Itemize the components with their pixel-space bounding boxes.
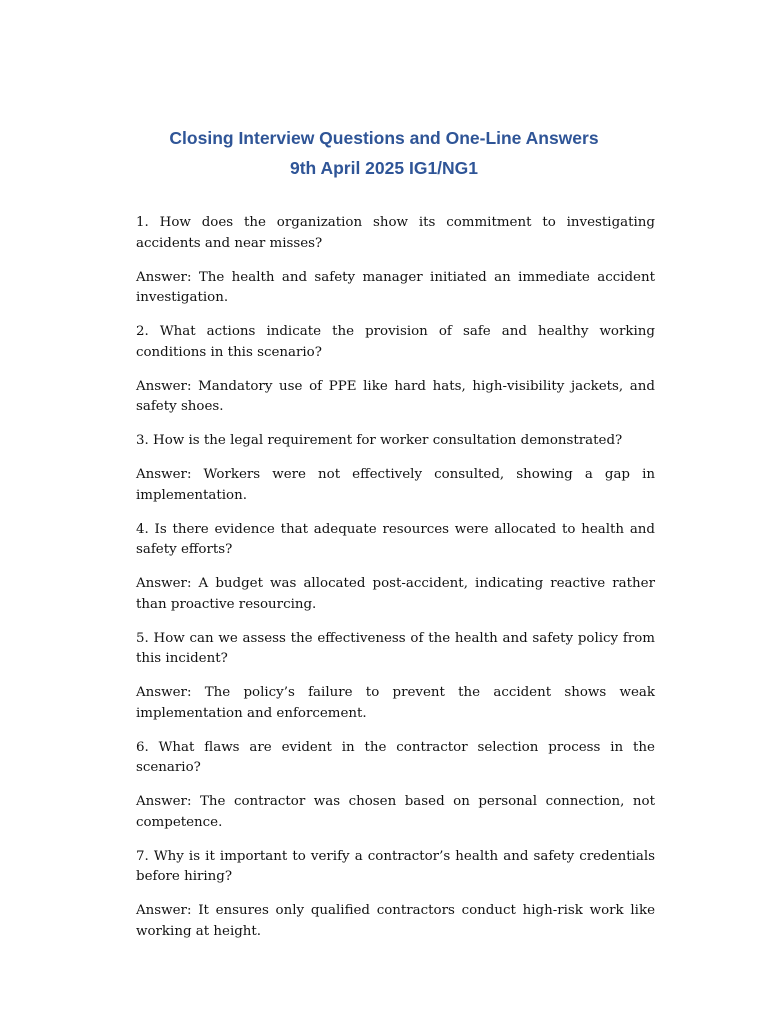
question-3: 3. How is the legal requirement for worker consultation demonstrated?: [136, 433, 623, 448]
document-body: [136, 213, 655, 956]
answer-3: Answer: Workers were not effectively consulted, showing a gap in implementation.: [136, 467, 655, 503]
question-7: 7. Why is it important to verify a contractor’s health and safety credentials before hiring?: [136, 848, 655, 884]
question-1: 1. How does the organization show its commitment to investigating accidents and near misses?: [136, 215, 655, 251]
question-4: 4. Is there evidence that adequate resources were allocated to health and safety efforts?: [136, 521, 655, 557]
question-5: 5. How can we assess the effectiveness of the health and safety policy from this incident?: [136, 630, 655, 666]
document-heading: [0, 124, 768, 183]
document-subtitle: 9th April 2025 IG1/NG1: [289, 157, 479, 178]
question-6: 6. What flaws are evident in the contractor selection process in the scenario?: [136, 739, 655, 775]
answer-4: Answer: A budget was allocated post-accident, indicating reactive rather than proactive resourcing.: [136, 576, 655, 612]
answer-6: Answer: The contractor was chosen based on personal connection, not competence.: [136, 794, 655, 830]
answer-1: Answer: The health and safety manager initiated an immediate accident investigation.: [136, 269, 655, 305]
question-2: 2. What actions indicate the provision of safe and healthy working conditions in this scenario?: [136, 324, 655, 360]
answer-7: Answer: It ensures only qualified contractors conduct high-risk work like working at height.: [136, 903, 655, 939]
answer-2: Answer: Mandatory use of PPE like hard hats, high-visibility jackets, and safety shoes.: [136, 378, 655, 414]
document-title: Closing Interview Questions and One-Line Answers: [169, 128, 599, 148]
answer-5: Answer: The policy’s failure to prevent the accident shows weak implementation and enforcement.: [136, 685, 655, 721]
